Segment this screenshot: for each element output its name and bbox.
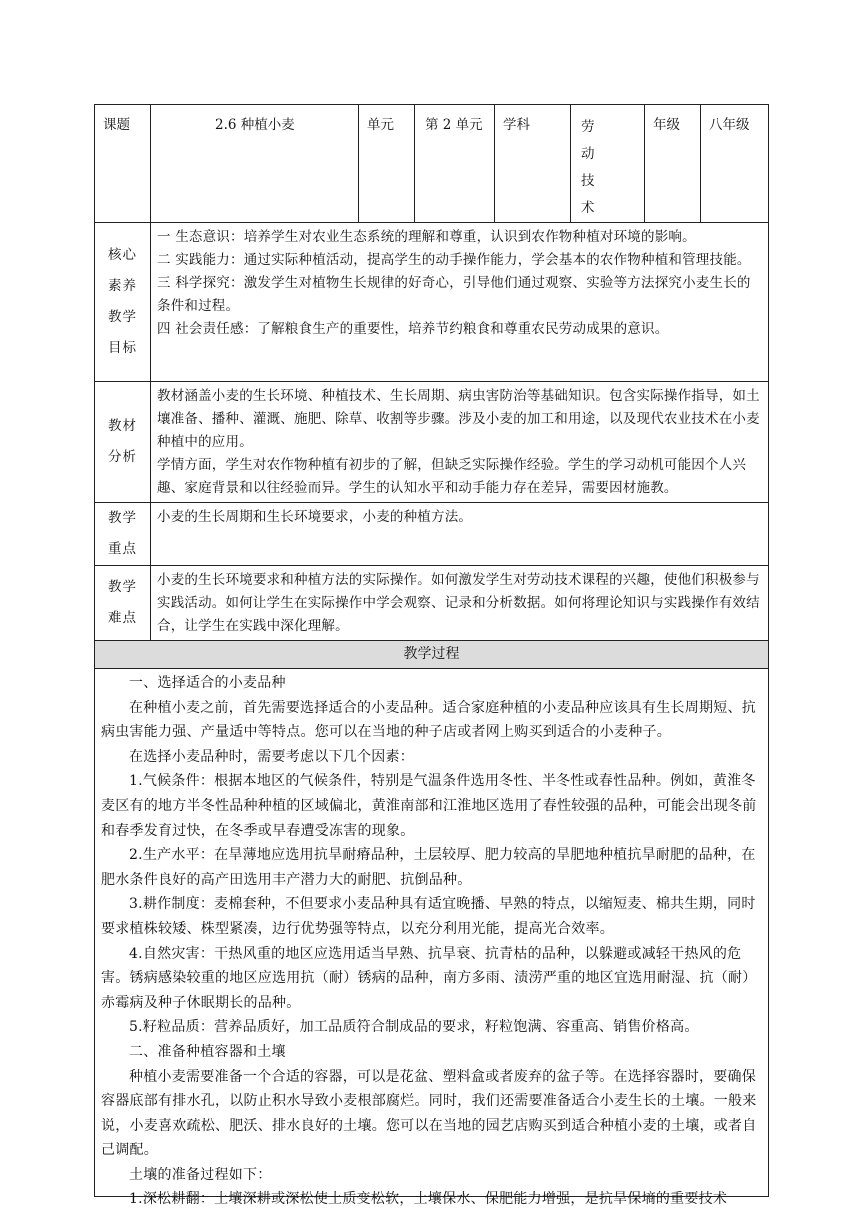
process-heading: 一、选择适合的小麦品种 xyxy=(129,675,286,691)
analysis-row xyxy=(95,382,769,503)
goal-item: 四 社会责任感：了解粮食生产的重要性，培养节约粮食和尊重农民劳动成果的意识。 xyxy=(157,321,669,337)
process-row xyxy=(95,669,769,1197)
process-paragraph: 2.生产水平：在旱薄地应选用抗旱耐瘠品种，土层较厚、肥力较高的旱肥地种植抗旱耐肥的品种，在肥水条件良好的高产田选用丰产潜力大的耐肥、抗倒品种。 xyxy=(101,847,756,888)
process-paragraph: 3.耕作制度：麦棉套种，不但要求小麦品种具有适宜晚播、早熟的特点，以缩短麦、棉共生期，同时要求植株较矮、株型紧凑，边行优势强等特点，以充分利用光能，提高光合效率。 xyxy=(101,896,756,937)
goals-label: 核心素养教学目标 xyxy=(95,223,151,382)
process-paragraph: 种植小麦需要准备一个合适的容器，可以是花盆、塑料盒或者废弃的盆子等。在选择容器时，要确保容器底部有排水孔，以防止积水导致小麦根部腐烂。同时，我们还需要准备适合小麦生长的土壤。一般来说，小麦喜欢疏松、肥沃、排水良好的土壤。您可以在当地的园艺店购买到适合种植小麦的土壤，或者自己调配。 xyxy=(101,1068,757,1159)
process-paragraph: 4.自然灾害：干热风重的地区应选用适当早熟、抗旱衰、抗青枯的品种，以躲避或减轻干热风的危害。锈病感染较重的地区应选用抗（耐）锈病的品种，南方多雨、渍涝严重的地区宜选用耐湿、抗（耐）赤霉病及种子休眠期长的品种。 xyxy=(101,945,757,1011)
goals-content xyxy=(151,223,769,382)
topic-value: 2.6 种植小麦 xyxy=(151,105,359,223)
topic-label: 课题 xyxy=(95,105,151,223)
grade-value: 八年级 xyxy=(701,105,769,223)
process-paragraph: 1.深松耕翻：土壤深耕或深松使土质变松软，土壤保水、保肥能力增强，是抗旱保墒的重要技术 xyxy=(129,1191,728,1208)
process-paragraph: 土壤的准备过程如下： xyxy=(129,1166,272,1183)
process-paragraph: 1.气候条件：根据本地区的气候条件，特别是气温条件选用冬性、半冬性或春性品种。例如，黄淮冬麦区有的地方半冬性品种种植的区域偏北，黄淮南部和江淮地区选用了春性较强的品种，可能会出现冬前和春季发育过快，在冬季或早春遭受冻害的现象。 xyxy=(101,773,757,839)
difficulties-row xyxy=(95,566,769,641)
goal-item: 三 科学探究：激发学生对植物生长规律的好奇心，引导他们通过观察、实验等方法探究小麦生长的条件和过程。 xyxy=(157,275,751,314)
grade-label: 年级 xyxy=(645,105,701,223)
key-points-content: 小麦的生长周期和生长环境要求，小麦的种植方法。 xyxy=(151,503,769,566)
unit-label: 单元 xyxy=(359,105,415,223)
analysis-paragraph: 学情方面，学生对农作物种植有初步的了解，但缺乏实际操作经验。学生的学习动机可能因个人兴趣、家庭背景和以往经验而异。学生的认知水平和动手能力存在差异，需要因材施教。 xyxy=(157,457,747,496)
goals-row xyxy=(95,223,769,382)
lesson-plan-table xyxy=(94,104,769,1208)
goal-item: 二 实践能力：通过实际种植活动，提高学生的动手操作能力，学会基本的农作物种植和管理技能。 xyxy=(157,252,751,268)
goal-item: 一 生态意识：培养学生对农业生态系统的理解和尊重，认识到农作物种植对环境的影响。 xyxy=(157,229,696,245)
process-paragraph: 在种植小麦之前，首先需要选择适合的小麦品种。适合家庭种植的小麦品种应该具有生长周期短、抗病虫害能力强、产量适中等特点。您可以在当地的种子店或者网上购买到适合的小麦种子。 xyxy=(101,699,756,741)
process-title: 教学过程 xyxy=(95,641,769,669)
analysis-content xyxy=(151,382,769,503)
process-heading: 二、准备种植容器和土壤 xyxy=(129,1043,286,1060)
subject-label: 学科 xyxy=(495,105,571,223)
difficulties-content: 小麦的生长环境要求和种植方法的实际操作。如何激发学生对劳动技术课程的兴趣，使他们积极参与实践活动。如何让学生在实际操作中学会观察、记录和分析数据。如何将理论知识与实践操作有效结合，让学生在实践中深化理解。 xyxy=(151,566,769,641)
key-points-row xyxy=(95,503,769,566)
header-row xyxy=(95,105,769,223)
subject-value: 劳 动 技 术 xyxy=(571,105,645,223)
analysis-paragraph: 教材涵盖小麦的生长环境、种植技术、生长周期、病虫害防治等基础知识。包含实际操作指导，如土壤准备、播种、灌溉、施肥、除草、收割等步骤。涉及小麦的加工和用途，以及现代农业技术在小麦种植中的应用。 xyxy=(157,388,760,450)
analysis-label: 教材分析 xyxy=(95,382,151,503)
process-paragraph: 在选择小麦品种时，需要考虑以下几个因素： xyxy=(129,748,414,765)
process-header-row xyxy=(95,641,769,669)
process-content xyxy=(95,669,769,1208)
unit-value: 第 2 单元 xyxy=(415,105,495,223)
difficulties-label: 教学难点 xyxy=(95,566,151,641)
lesson-plan xyxy=(94,104,768,1208)
key-points-label: 教学重点 xyxy=(95,503,151,566)
process-paragraph: 5.籽粒品质：营养品质好，加工品质符合制成品的要求，籽粒饱满、容重高、销售价格高。 xyxy=(129,1019,699,1036)
